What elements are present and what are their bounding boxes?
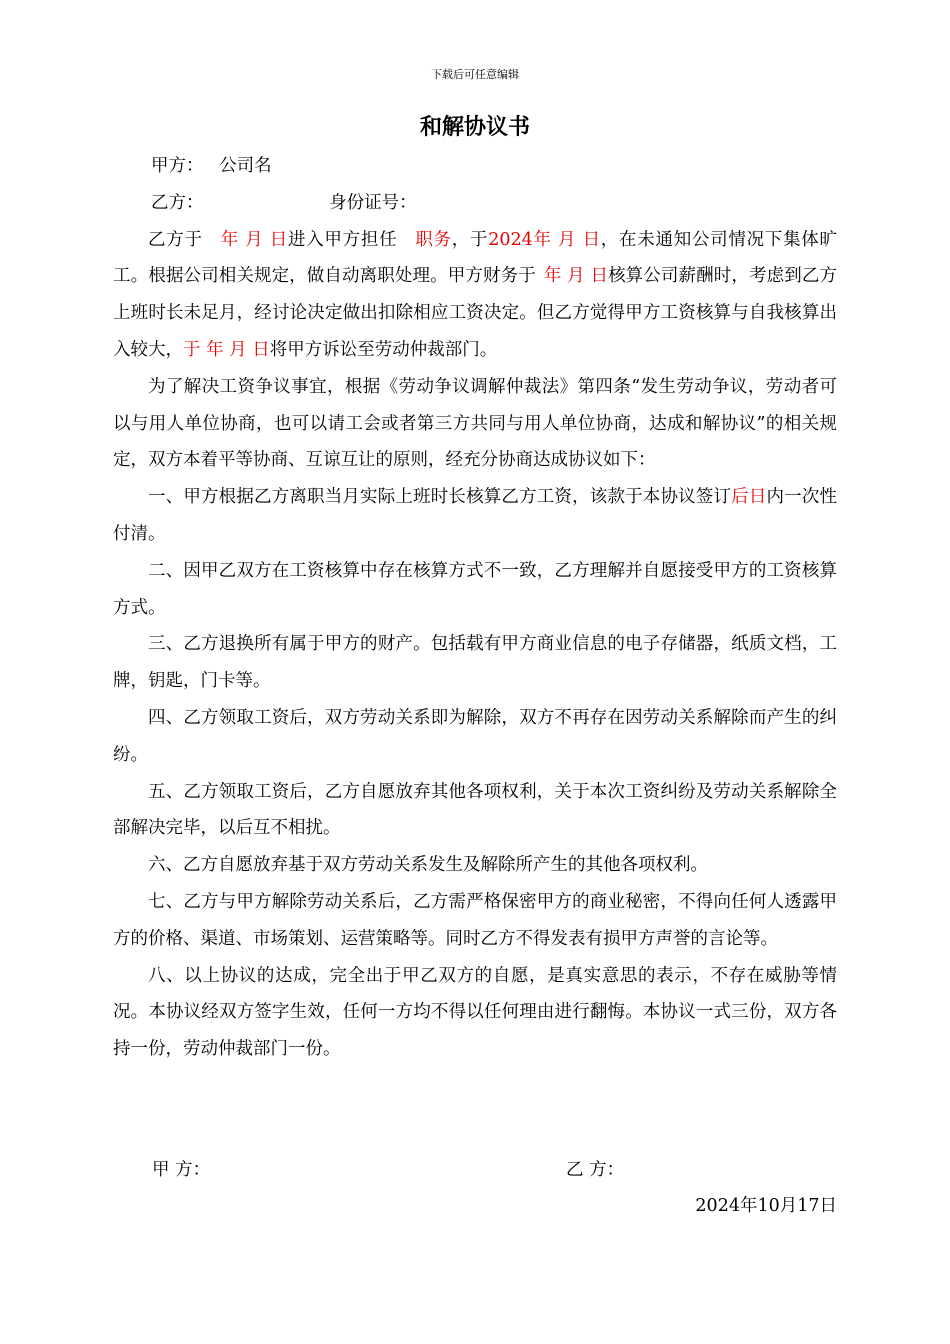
- red-blank: 年 月 日: [543, 266, 609, 287]
- clause-2: 二、因甲乙双方在工资核算中存在核算方式不一致，乙方理解并自愿接受甲方的工资核算方式。: [113, 560, 837, 618]
- party-a-value: 公司名: [219, 156, 272, 176]
- clause-4: 四、乙方领取工资后，双方劳动关系即为解除，双方不再存在因劳动关系解除而产生的纠纷。: [113, 707, 837, 765]
- signature-date: 2024年10月17日: [695, 1196, 837, 1216]
- paragraph-background: [113, 222, 837, 369]
- clause-7: 七、乙方与甲方解除劳动关系后，乙方需严格保密甲方的商业秘密，不得向任何人透露甲方的价格、渠道、市场策划、运营策略等。同时乙方不得发表有损甲方声誉的言论等。: [113, 891, 837, 949]
- party-b-line: [113, 185, 837, 222]
- header-note: 下载后可任意编辑: [431, 68, 519, 81]
- signature-party-a: 甲 方：: [152, 1160, 211, 1180]
- clause-8: 八、以上协议的达成，完全出于甲乙双方的自愿，是真实意思的表示，不存在威胁等情况。本协议经双方签字生效，任何一方均不得以任何理由进行翻悔。本协议一式三份，双方各持一份，劳动仲裁部门一份。: [113, 965, 837, 1060]
- text-segment: 一、甲方根据乙方离职当月实际上班时长核算乙方工资，该款于本协议签订: [148, 487, 732, 508]
- paragraph-legal-basis: 为了解决工资争议事宜，根据《劳动争议调解仲裁法》第四条“发生劳动争议，劳动者可以与用人单位协商，也可以请工会或者第三方共同与用人单位协商，达成和解协议”的相关规定，双方本着平等协商、互谅互让的原则，经充分协商达成协议如下：: [113, 376, 837, 471]
- text-segment: ，于: [451, 229, 489, 250]
- party-b-id-label: 身份证号：: [329, 192, 417, 213]
- red-blank: 职务: [415, 229, 452, 250]
- red-blank: 于 年 月 日: [183, 339, 270, 360]
- red-blank: 年 月 日: [220, 229, 288, 250]
- text-segment: 将甲方诉讼至劳动仲裁部门。: [269, 339, 498, 360]
- clause-3: 三、乙方退换所有属于甲方的财产。包括载有甲方商业信息的电子存储器，纸质文档，工牌，钥匙，门卡等。: [113, 634, 837, 692]
- party-a-label: 甲方：: [151, 156, 204, 176]
- clause-6: 六、乙方自愿放弃基于双方劳动关系发生及解除所产生的其他各项权利。: [148, 855, 708, 876]
- red-blank: 2024年 月 日: [488, 229, 601, 250]
- text-segment: ，在未通知公司情况下集体旷工。根据公司相关规定，做自动离职处理。甲方财务于: [113, 229, 838, 287]
- text-segment: 乙方于: [148, 229, 203, 250]
- text-segment: 进入甲方担任: [287, 229, 398, 250]
- party-a-line: [113, 148, 837, 185]
- red-blank: 后日: [731, 487, 767, 508]
- document-title: 和解协议书: [419, 115, 530, 140]
- party-b-label: 乙方：: [151, 192, 204, 213]
- text-segment: 内一次性付清。: [113, 487, 838, 544]
- document-body: [113, 148, 837, 1068]
- clause-1: [113, 479, 837, 553]
- text-segment: 核算公司薪酬时，考虑到乙方上班时长未足月，经讨论决定做出扣除相应工资决定。但乙方觉得甲方工资核算与自我核算出入较大，: [113, 266, 837, 360]
- signature-party-b: 乙 方：: [566, 1160, 625, 1180]
- clause-5: 五、乙方领取工资后，乙方自愿放弃其他各项权利，关于本次工资纠纷及劳动关系解除全部解决完毕，以后互不相扰。: [113, 781, 837, 839]
